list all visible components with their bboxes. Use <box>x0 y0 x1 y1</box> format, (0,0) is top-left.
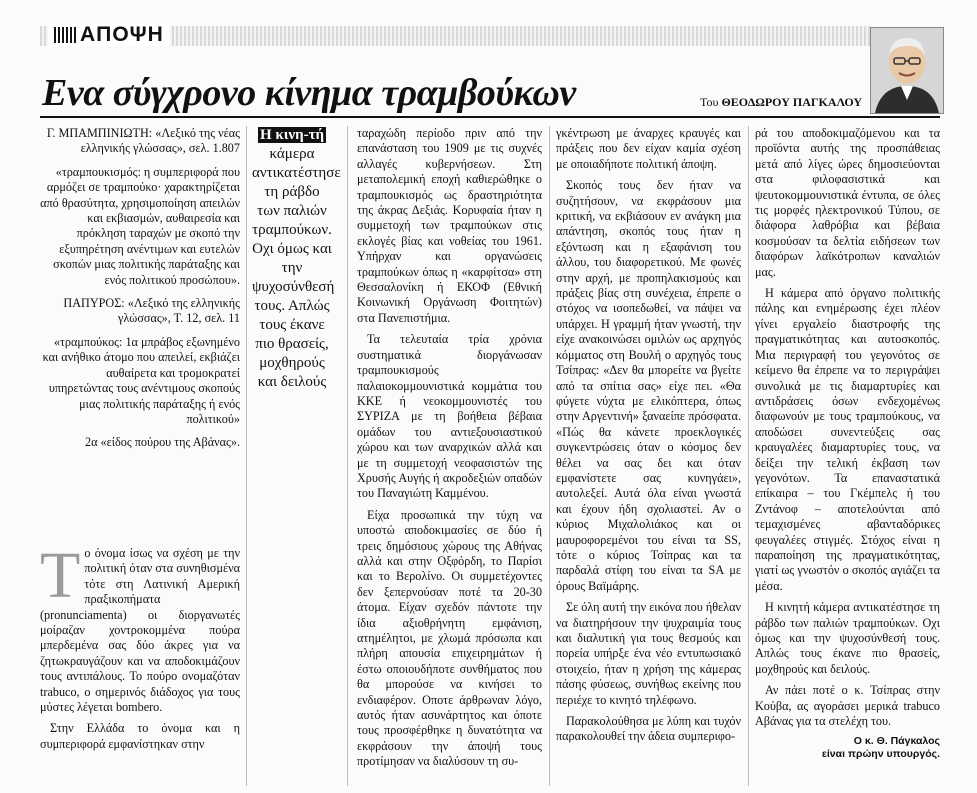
signature <box>755 735 940 761</box>
column-3 <box>357 126 542 776</box>
body-paragraph: Παρακολούθησα με λύπη και τυχόν παρακολουθεί την άδεια συμπεριφο- <box>556 714 741 744</box>
section-label <box>48 24 170 46</box>
column-5 <box>755 126 940 767</box>
section-ticks-icon <box>54 27 76 43</box>
body-paragraph: Η κάμερα από όργανο πολιτικής πάλης και ενημέρωσης έχει πλέον γίνει εργαλείο διαστροφής της πραγματικότητας και αυτοσκοπός. Μια περιγραφή του γεγονότος σε κείμενο θα έπρεπε να το περιγράψει συνολικά με τις διαμαρτυρίες και αντιδράσεις όσων ενδεχομένως διαφωνούν με τους τραμπούκους, να αποδώσει συνεντεύξεις σας κραυγαλέες διαμαρτυρίες τους, να δείξει την τελική έκβαση των γεγονότων. Τα επαναστατικά επίκαιρα – του Γκέμπελς ή του Ζντάνοφ – αποτελούνται από τεμαχισμένες αβανταδόρικες φευγαλέες στιγμές. Στόχος είναι η παραποίηση της πραγματικότητας, γιατί ως γνωστόν ο σκοπός αγιάζει τα μέσα. <box>755 286 940 593</box>
byline-author: ΘΕΟΔΩΡΟΥ ΠΑΓΚΑΛΟΥ <box>721 95 863 109</box>
body-paragraph: ρά του αποδοκιμαζόμενου και τα προϊόντα αυτής της προσπάθειας μετά από λίγες ώρες δημοσιεύονται στα φιλοφασιστικά και ψευτοκομμουνιστικά έντυπα, σε όλες τις μορφές ηλεκτρονικού Τύπου, σε διάφορα λαθρόβια και βέβαια κοσμούσαν τα δελτία ειδήσεων των διαφόρων λαϊκότροπων καναλιών μας. <box>755 126 940 279</box>
definition-source-1: Γ. ΜΠΑΜΠΙΝΙΩΤΗ: «Λεξικό της νέας ελληνικής γλώσσας», σελ. 1.807 <box>46 126 240 156</box>
body-paragraph: Σε όλη αυτή την εικόνα που ήθελαν να διατηρήσουν την ψυχραιμία τους και διαλυτική για τους θεσμούς και πορεία υπήρξε ένα νέο εντυπωσιακό στοιχείο, ήταν η χρήση της κάμερας πάσης φύσεως, συνήθως εκείνης που περιέχε το κινητό τηλέφωνο. <box>556 600 741 707</box>
dropcap: Τ <box>40 539 81 612</box>
column-rule <box>549 126 550 786</box>
top-rule <box>40 116 940 118</box>
pull-quote-column <box>252 126 341 398</box>
definition-source-2: ΠΑΠΥΡΟΣ: «Λεξικό της ελληνικής γλώσσας», Τ. 12, σελ. 11 <box>63 296 240 326</box>
signature-role: είναι πρώην υπουργός. <box>821 748 940 761</box>
pull-quote <box>252 126 341 392</box>
byline <box>700 95 862 110</box>
column-1-body <box>40 539 240 758</box>
definitions-column <box>40 126 240 459</box>
body-paragraph: γκέντρωση με άναρχες κραυγές και πράξεις που δεν είχαν καμία σχέση με οποιαδήποτε πολιτική άποψη. <box>556 126 741 171</box>
body-paragraph: Τα τελευταία τρία χρόνια συστηματικά διοργάνωσαν τραμπουκισμούς παλαιοκομμουνιστικά κομμάτια του ΚΚΕ ή νεοκομμουνιστές του ΣΥΡΙΖΑ με τη βοήθεια βέβαια ομάδων του αντιεξουσιαστικού χώρου και των αναρχικών αλλά και με τη συμμετοχή νεοφασιστών της Χρυσής Αυγής ή ακροδεξιών οπαδών του Παναγιώτη Καμμένου. <box>357 332 542 501</box>
definition-text-3: 2α «είδος πούρου της Αβάνας». <box>85 435 240 450</box>
body-paragraph: ταραχώδη περίοδο πριν από την επανάσταση του 1909 με τις συχνές αλλαγές κυβερνήσεων. Στη μεταπολεμική εποχή καθιερώθηκε ο τραμπουκισμός ως δραστηριότητα της άκρας Δεξιάς. Κορυφαία ήταν η συμμετοχή των τραμπούκων στις εκλογές βίας και νοθείας του 1961. Υπήρχαν και οργανώσεις τραμπούκων όπως η «καρφίτσα» στη Θεσσαλονίκη ή ΕΚΟΦ (Εθνική Κοινωνική Οργάνωση Φοιτητών) στα Πανεπιστήμια. <box>357 126 542 325</box>
headline: Ενα σύγχρονο κίνημα τραμβούκων <box>42 72 576 114</box>
column-4 <box>556 126 741 751</box>
body-paragraph: Αν πάει ποτέ ο κ. Τσίπρας στην Κούβα, ας αγοράσει μερικά trabuco Αβάνας για τα στελέχη του. <box>755 683 940 729</box>
body-paragraph: Το όνομα ίσως να σχέση με την πολιτική όταν στα συνηθισμένα τότε στη Λατινική Αμερική πραξικοπήματα (pronunciamenta) οι διοργανωτές μοίραζαν χοντροκομμένα πούρα μπερδεμένα σας δύο άκρες για να ζητωκραυγάζουν και να αποδοκιμάζουν τους αντιπάλους. Το πούρο ονομαζόταν trabuco, ο σημερινός διάδοχος για τους μύστες λέγεται bombero. <box>40 539 240 715</box>
definition-text-1: «τραμπουκισμός: η συμπεριφορά που αρμόζει σε τραμπούκο· χαρακτηρίζεται από θρασύτητα, χρησιμοποίηση απειλών και εκβιασμών, αυθαιρεσία και πρόκληση ταραχών με σκοπό την εξυπηρέτηση ανέντιμων και ευτελών σκοπών μιας πολιτικής παράταξης και ενός πολιτικού προσώπου». <box>40 164 240 287</box>
pull-quote-text: κάμερα αντικατέστησε τη ράβδο των παλιών τραμπούκων. Οχι όμως και την ψυχοσύνθεσή τους. Απλώς τους έκανε πιο θρασείς, μοχθηρούς και δειλούς <box>252 146 341 390</box>
column-rule <box>748 126 749 786</box>
pull-quote-lead: Η κινη-τή <box>259 127 325 143</box>
signature-name: Ο κ. Θ. Πάγκαλος <box>853 735 940 748</box>
definition-text-2: «τραμπούκος: 1α μπράβος εξωνημένο και ανήθικο άτομο που απειλεί, εκβιάζει αυθαίρετα και τρομοκρατεί υπηρετώντας τους ανέντιμους σκοπούς μιας πολιτικής παράταξης ή ενός πολιτικού» <box>42 334 240 426</box>
author-photo <box>870 27 944 114</box>
body-paragraph: Είχα προσωπικά την τύχη να υποστώ αποδοκιμασίες σε δύο ή τρεις δημόσιους χώρους της Αθήνας αλλά και στην Οξφόρδη, το Παρίσι και το Βερολίνο. Οι συμμετέχοντες δεν ξεπερνούσαν ποτέ τα 20-30 άτομα. Είχαν σχεδόν πάντοτε την ίδια αξιοθρήνητη εμφάνιση, ατημέλητοι, με χλωμά πρόσωπα και πλήρη απουσία επιχειρημάτων ή έστω οποιουδήποτε συνθήματος που θα μπορούσε να κινήσει το ενδιαφέρον. Οποτε άρθρωναν λόγο, αυτός ήταν ασυνάρτητος και όποτε τους προσφέρθηκε η δυνατότητα να εκφράσουν την άποψή τους προτίμησαν να διαλύσουν τη συ- <box>357 507 542 769</box>
column-rule <box>246 126 247 786</box>
column-rule <box>347 126 348 786</box>
body-paragraph: Στην Ελλάδα το όνομα και η συμπεριφορά εμφανίστηκαν στην <box>40 721 240 751</box>
body-paragraph: Η κινητή κάμερα αντικατέστησε τη ράβδο των παλιών τραμπούκων. Οχι όμως και την ψυχοσύνθεσή τους. Απλώς τους έκανε πιο θρασείς, μοχθηρούς και δειλούς. <box>755 600 940 676</box>
author-portrait-icon <box>871 28 943 113</box>
section-title: ΑΠΟΨΗ <box>80 23 164 46</box>
byline-prefix: Του <box>700 95 719 109</box>
body-paragraph: Σκοπός τους δεν ήταν να συζητήσουν, να εκφράσουν μια κριτική, να εκβιάσουν εν ανάγκη μια απάντηση, σκοπός τους ήταν η εξόντωση και η εξαφάνιση του άλλου, του διαφορετικού. Με φωνές στην αρχή, με προπηλακισμούς και πράξεις βίας στη συνέχεια, έπρεπε ο στόχος να ισοπεδωθεί, να πάψει να υπάρχει. Η γραμμή ήταν γνωστή, την είχε ανακοινώσει ομιλών ως αρχηγός κόμματος στη Βουλή ο αρχηγός τους Τσίπρας: «Δεν θα μπορείτε να βγείτε από τα σπίτια σας» είχε πει. «Θα φύγετε νύχτα με ελικόπτερα, όπως στην Αργεντινή» ξαναείπε πρόσφατα. «Πώς θα κάνετε προεκλογικές συγκεντρώσεις όταν ο κόσμος δεν θέλει να σας δει και όταν εμφανίστετε σας κυνηγάει», αυτολεξεί. Αυτά όλα είναι γνωστά και έχουν ήδη σχολιαστεί. Αν ο κύριος Μιχαλολιάκος και οι μαυροφορεμένοι του είναι τα SS, τότε ο κύριος Τσίπρας και τα παρδαλά στίφη του είναι τα SA με όρους Βαϊμάρης. <box>556 178 741 593</box>
